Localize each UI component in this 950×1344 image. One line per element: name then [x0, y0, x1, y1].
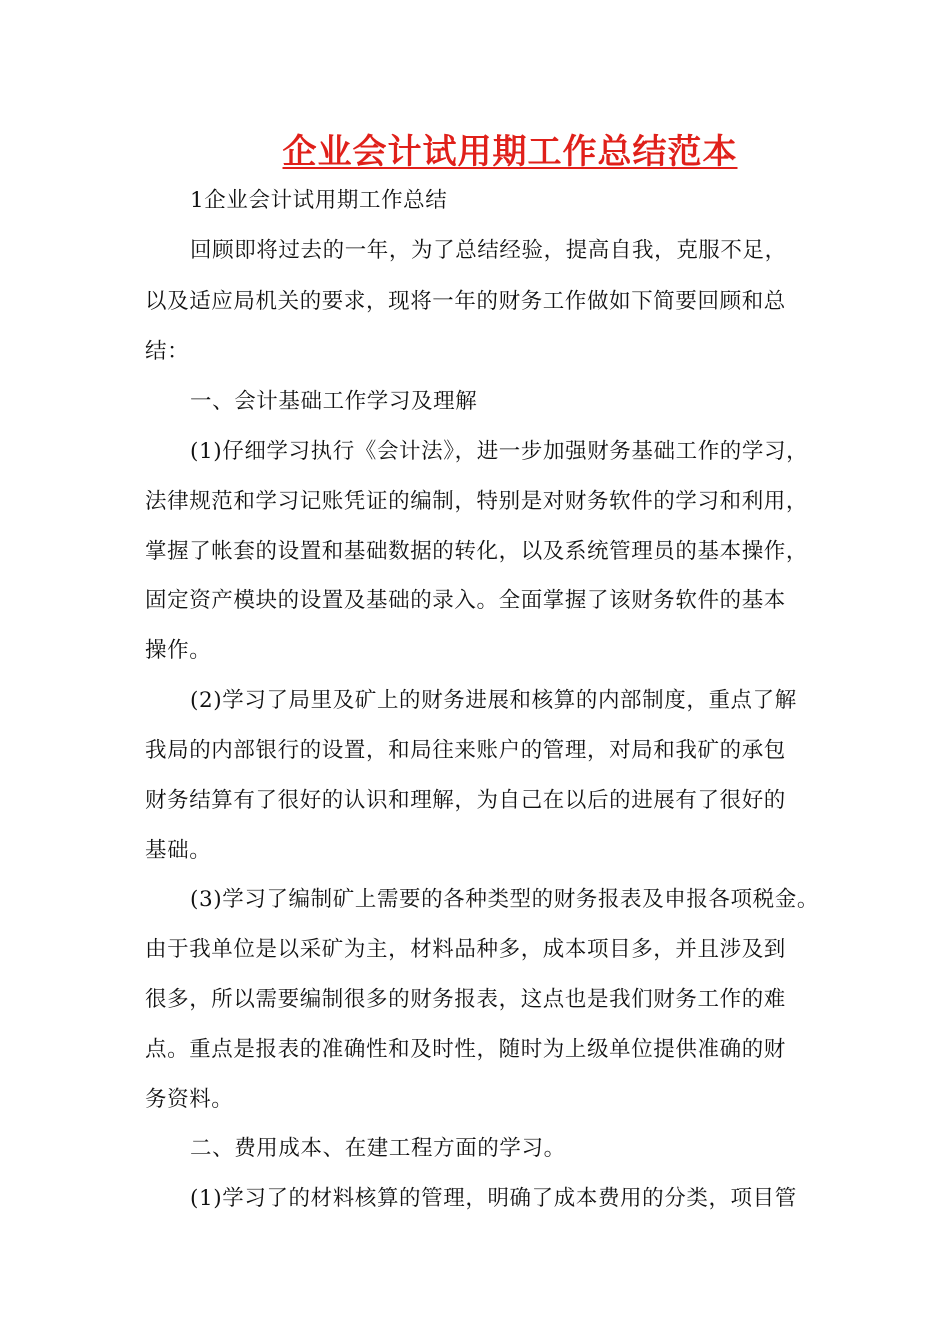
text-line: 点。重点是报表的准确性和及时性，随时为上级单位提供准确的财	[145, 1037, 786, 1062]
text-line: 一、会计基础工作学习及理解	[190, 389, 478, 414]
text-line: 1企业会计试用期工作总结	[190, 188, 448, 213]
text-line: 法律规范和学习记账凭证的编制，特别是对财务软件的学习和利用，	[145, 489, 809, 514]
text-line: 以及适应局机关的要求，现将一年的财务工作做如下简要回顾和总	[145, 289, 786, 314]
text-line: (1)学习了的材料核算的管理，明确了成本费用的分类，项目管	[190, 1186, 797, 1211]
text-line: (1)仔细学习执行《会计法》，进一步加强财务基础工作的学习，	[190, 439, 809, 464]
text-line: 固定资产模块的设置及基础的录入。全面掌握了该财务软件的基本	[145, 588, 786, 613]
text-line: 很多，所以需要编制很多的财务报表，这点也是我们财务工作的难	[145, 987, 786, 1012]
text-line: (2)学习了局里及矿上的财务进展和核算的内部制度，重点了解	[190, 688, 797, 713]
text-line: 我局的内部银行的设置，和局往来账户的管理，对局和我矿的承包	[145, 738, 786, 763]
text-line: (3)学习了编制矿上需要的各种类型的财务报表及申报各项税金。	[190, 887, 819, 912]
text-line: 基础。	[145, 838, 212, 863]
text-line: 财务结算有了很好的认识和理解，为自己在以后的进展有了很好的	[145, 788, 786, 813]
text-line: 掌握了帐套的设置和基础数据的转化，以及系统管理员的基本操作，	[145, 539, 809, 564]
text-line: 二、费用成本、在建工程方面的学习。	[190, 1136, 566, 1161]
text-line: 结：	[145, 339, 190, 364]
document-title: 企业会计试用期工作总结范本	[282, 132, 738, 172]
text-line: 务资料。	[145, 1087, 234, 1112]
text-line: 由于我单位是以采矿为主，材料品种多，成本项目多，并且涉及到	[145, 937, 786, 962]
text-line: 操作。	[145, 638, 212, 663]
text-line: 回顾即将过去的一年，为了总结经验，提高自我，克服不足，	[190, 238, 787, 263]
